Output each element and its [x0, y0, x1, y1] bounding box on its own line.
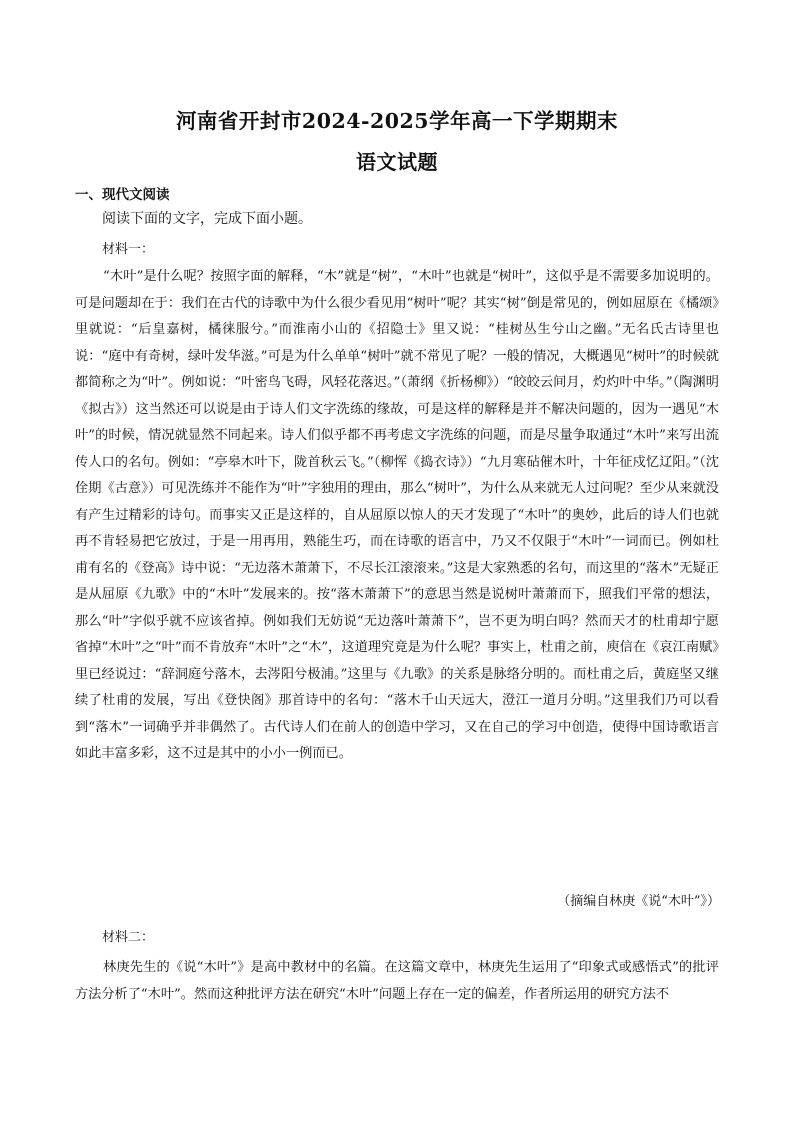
- material-two-body: 林庚先生的《说“木叶”》是高中教材中的名篇。在这篇文章中，林庚先生运用了“印象式或感悟式”的批评方法分析了“木叶”。然而这种批评方法在研究“木叶”问题上存在一定的偏差，作者所运用的研究方法不: [75, 960, 719, 1002]
- section-heading: 一、现代文阅读: [75, 187, 170, 203]
- page-subtitle: 语文试题: [356, 150, 438, 174]
- reading-instruction: 阅读下面的文字，完成下面小题。: [102, 211, 312, 227]
- material-one-body: “木叶”是什么呢？按照字面的解释，“木”就是“树”，“木叶”也就是“树叶”，这似乎是不需要多加说明的。可是问题却在于：我们在古代的诗歌中为什么很少看见用“树叶”呢？其实“树”倒是常见的，例如屈原在《橘颂》里就说：“后皇嘉树，橘徕服兮。”而淮南小山的《招隐士》里又说：“桂树丛生兮山之幽。”无名氏古诗里也说：“庭中有奇树，绿叶发华滋。”可是为什么单单“树叶”就不常见了呢？一般的情况，大概遇见“树叶”的时候就都简称之为“叶”。例如说：“叶密鸟飞碍，风轻花落迟。”（萧纲《折杨柳》）“皎皎云间月，灼灼叶中华。”（陶渊明《拟古》）这当然还可以说是由于诗人们文字洗练的缘故，可是这样的解释是并不解决问题的，因为一遇见“木叶”的时候，情况就显然不同起来。诗人们似乎都不再考虑文字洗练的问题，而是尽量争取通过“木叶”来写出流传人口的名句。例如：“亭皋木叶下，陇首秋云飞。”（柳恽《捣衣诗》）“九月寒砧催木叶，十年征戍忆辽阳。”（沈佺期《古意》）可见洗练并不能作为“叶”字独用的理由，那么“树叶”，为什么从来就无人过问呢？至少从来就没有产生过精彩的诗句。而事实又正是这样的，自从屈原以惊人的天才发现了“木叶”的奥妙，此后的诗人们也就再不肯轻易把它放过，于是一用再用，熟能生巧，而在诗歌的语言中，乃又不仅限于“木叶”一词而已。例如杜甫有名的《登高》诗中说：“无边落木萧萧下，不尽长江滚滚来。”这是大家熟悉的名句，而这里的“落木”无疑正是从屈原《九歌》中的“木叶”发展来的。按“落木萧萧下”的意思当然是说树叶萧萧而下，照我们平常的想法，那么“叶”字似乎就不应该省掉。例如我们无妨说“无边落叶萧萧下”，岂不更为明白吗？然而天才的杜甫却宁愿省掉“木叶”之“叶”而不肯放弃“木叶”之“木”，这道理究竟是为什么呢？事实上，杜甫之前，庾信在《哀江南赋》里已经说过：“辞洞庭兮落木，去涔阳兮极浦。”这里与《九歌》的关系是脉络分明的。而杜甫之后，黄庭坚又继续了杜甫的发展，写出《登快阁》那首诗中的名句：“落木千山天远大，澄江一道月分明。”这里我们乃可以看到“落木”一词确乎并非偶然了。古代诗人们在前人的创造中学习，又在自己的学习中创造，使得中国诗歌语言如此丰富多彩，这不过是其中的小小一例而已。: [75, 269, 719, 761]
- material-two-label: 材料二：: [102, 930, 155, 945]
- page-title: 河南省开封市2024-2025学年高一下学期期末: [175, 109, 619, 133]
- material-one-source: （摘编自林庚《说“木叶”》）: [557, 894, 720, 909]
- material-one-label: 材料一：: [102, 242, 155, 257]
